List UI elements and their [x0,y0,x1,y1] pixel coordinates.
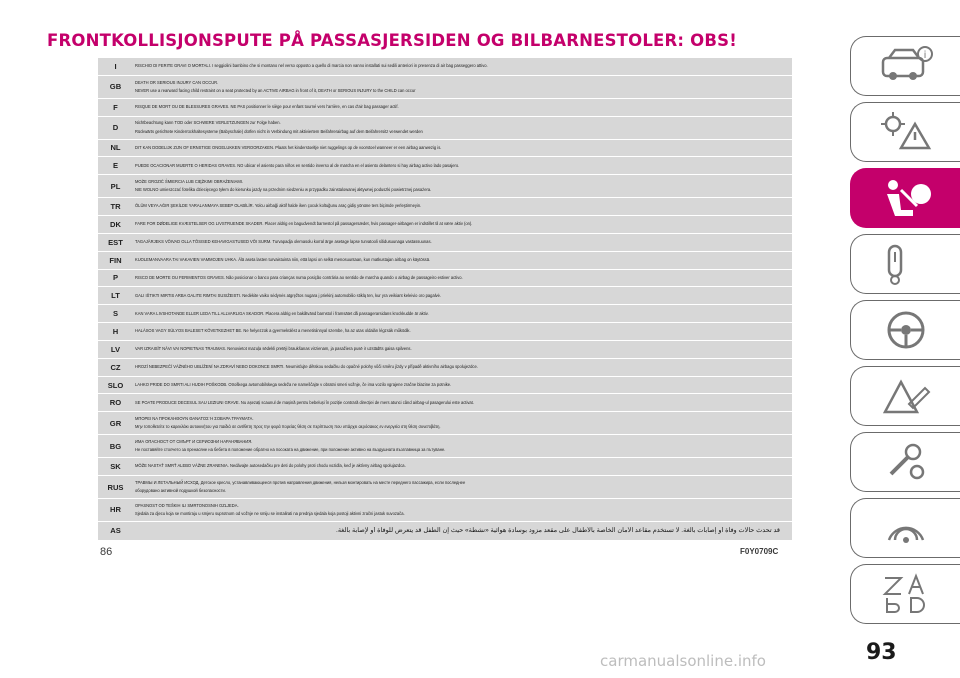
language-code: SLO [107,380,124,390]
warning-text [133,502,792,519]
tab-emergency[interactable] [850,366,960,426]
warning-line: MOŻE GROZIĆ ŚMIERCIA LUB CIĘŻKIMI OBRAŻENIAMI. [135,178,244,184]
language-code: LT [111,291,120,301]
language-code: NL [110,143,121,153]
warning-text [133,327,792,335]
language-code: HR [110,505,121,515]
table-row [98,117,792,140]
table-row [98,76,792,99]
table-row [98,476,792,499]
warning-text [133,415,792,432]
breakdown-icon [879,374,933,418]
language-code: H [112,327,119,337]
table-row [98,270,792,288]
tab-starting[interactable] [850,234,960,294]
table-row [98,198,792,216]
warning-text [133,79,792,96]
warning-line: HALÁSOS VAGY SÚLYOS BALESET KÖVETKEZHET BE. Ne helyezzük a gyermekülést a menetiránnyal szembe, ha az utas oldalán légzsák működik. [135,328,411,334]
warning-line: Rückwärts gerichtete Kinderrückhaltesysteme (Babyschale) dürfen nicht in Verbindung mit aktiviertem Beifahrerairbag auf dem Beifahrersitz verwendet werden [135,128,423,134]
table-row [98,234,792,252]
warning-line: OPASNOST OD TEŠKIH ILI SMRTONOSNIH OZLJEDA. [135,502,239,508]
warning-text [133,438,792,455]
table-row [98,323,792,341]
warning-line: FARE FOR DØDELIGE KVÆSTELSER OG LIVSTRUENDE SKADER. Placer aldrig en bagudvendt barnestol på passagersædet, hvis passager-airbagen er indstillet til at være aktiv (on). [135,221,473,227]
warning-line: LAHKO PRIDE DO SMRTI ALI HUDIH POŠKODB. Otroškega avtomobilskega sedeža ne nameščajte v obratni smeri vožnje, če ima vozilo vgrajene zračne blazine za potnike. [135,381,452,387]
warning-text [133,363,792,371]
tab-driving[interactable] [850,300,960,360]
warning-line: KAN VARA LIVSHOTANDE ELLER LEDA TILL ALLVARLIGA SKADOR. Placera aldrig en bakåtvänd barnstol i framsätet då passagerarsidans krockkudde är aktiv. [135,310,429,316]
table-row [98,287,792,305]
table-row [98,305,792,323]
language-code: EST [108,237,123,247]
language-code: I [114,61,117,71]
language-code: E [112,161,119,171]
table-row [98,99,792,117]
table-row [98,499,792,522]
table-row [98,252,792,270]
language-code: PL [110,181,121,191]
maintenance-icon [879,440,933,484]
warning-text [133,103,792,111]
warning-text [133,527,792,535]
warning-line: ТРАВМЫ И ЛЕТАЛЬНЫЙ ИСХОД. Детское кресло, устанавливающееся против направления движения, нельзя монтировать на месте переднего пассажира, если последнее [135,479,466,485]
tab-maintenance[interactable] [850,432,960,492]
warning-text [133,162,792,170]
table-row [98,359,792,377]
language-code: P [112,273,119,283]
warning-lights-icon [879,110,933,154]
warning-text [133,479,792,496]
warning-line: Nichtbeachtung kann TOD oder SCHWERE VERLETZUNGEN zur Folge haben. [135,120,281,126]
svg-text:i: i [923,50,926,61]
table-row [98,341,792,359]
warning-text [133,119,792,136]
warning-line: DIT KAN DODELIJK ZIJN OF ERNSTIGE ONGELUKKEN VEROORZAKEN. Plaats het kinderstoeltje niet ruggelings op de voorstoel wanneer er een airbag aanwezig is. [135,144,442,150]
warning-line: RISCO DE MORTE OU FERIMENTOS GRAVES. Não posicionar o banco para crianças numa posição contrária ao sentido de marcha quando o airbag de passageiro estiver activo. [135,274,463,280]
tab-safety[interactable] [850,168,960,228]
warning-text [133,345,792,353]
warning-line: RISQUE DE MORT OU DE BLESSURES GRAVES. NE PAS positionner le siège pour enfant tourné vers l'arrière, en cas d'air bag passager actif. [135,104,399,110]
table-row [98,394,792,412]
warning-line: HROZÍ NEBEZPEČÍ VÁŽNÉHO UBLÍŽENÍ NA ZDRAVÍ NEBO DOKONCE SMRTI. Neumisťujte dětskou sedačku do opačné polohy vůči směru jízdy v případě aktivního airbagu spolujezdce. [135,364,478,370]
language-code: GR [109,418,122,428]
table-row [98,58,792,76]
warning-line: Не поставяйте столчето за пренасяне на бебета в положение обратно на посоката на движение, при положение активно на въздушната възглавница за пътуване. [135,447,446,453]
language-code: GB [109,82,122,92]
warning-text [133,202,792,210]
language-code: CZ [110,362,121,372]
warning-line: SE POATE PRODUCE DECESUL SAU LEZIUNI GRAVE. Nu așezați scaunul de mașină pentru bebeluși în poziție contrară direcției de mers atunci când airbag-ul pasagerului este activat. [135,399,474,405]
table-row [98,157,792,175]
warning-text [133,178,792,195]
warning-text [133,220,792,228]
table-row [98,140,792,158]
chapter-page-number: 93 [866,640,897,665]
tab-car-info[interactable] [850,36,960,96]
tab-warning-lights[interactable] [850,102,960,162]
language-code: D [112,123,119,133]
language-code: S [112,309,119,319]
table-row [98,522,792,540]
warning-line: NEVER use a rearward facing child restraint on a seat protected by an ACTIVE AIRBAG in front of it, DEATH or SERIOUS INJURY to the CHILD can occur [135,87,416,93]
page-number: 86 [100,546,113,558]
tab-index[interactable] [850,564,960,624]
language-code: F [113,102,118,112]
warning-text [133,256,792,264]
multimedia-icon [879,506,933,550]
warning-table [98,58,792,540]
warning-text [133,274,792,282]
warning-text [133,399,792,407]
warning-line: Μην τοποθετείτε το καρεκλάκι αυτοκινήτου για παιδιά σε αντίθετη προς την φορά πορείας θέση σε περίπτωση που υπάρχει αερόσακος εν ενεργεία στη θέση συνεπιβάτη. [135,424,441,430]
warning-line: قد تحدث حالات وفاة أو إصابات بالغة. لا تستخدم مقاعد الأمان الخاصة بالأطفال على مقعد مزود بوسادة هوائية «نشطة» حيث إن الطفل قد يتعرض للوفاة أو لإصابة بالغة. [336,526,780,534]
warning-line: оборудовано активной подушкой безопасности. [135,488,226,493]
language-code: RO [109,398,122,408]
warning-line: ИМА ОПАСНОСТ ОТ СМЪРТ И СЕРИОЗНИ НАРАНЯВАНИЯ. [135,438,253,444]
warning-line: VAR IZRAISĪT NĀVI VAI NOPIETNAS TRAUMAS. Nenovietot mazuļa sēdekli pretēji braukšanas virzienam, ja pasažiera pusē ir uzstādīts gaisa spilvens. [135,346,412,352]
watermark: carmanualsonline.info [600,652,766,670]
warning-line: GALI IŠTIKTI MIRTIS ARBA GALITE RIMTAI SUSIŽEISTI. Nedėkite vaiko sėdynės atgręžtos nugara į priekinį automobilio stiklą ten, kur yra veikiant keleivio oro pagalvė. [135,292,442,298]
language-code: AS [110,526,121,536]
language-code: TR [110,202,121,212]
warning-line: PUEDE OCACIONAR MUERTE O HERIDAS GRAVES. NO ubicar el asiento para niños en sentido inverso al de marcha en el asiento delantero si hay airbag activo lado pasajero. [135,162,460,168]
warning-text [133,310,792,318]
table-row [98,412,792,435]
warning-text [133,238,792,246]
warning-line: KUOLEMANVAARA TAI VAKAVIEN VAMMOJEN UHKA. Älä aseta lasten turvaistuinta niin, että lapsi on selkä menosuuntaan, kun matkustajan airbag on käytössä. [135,256,431,262]
warning-line: DEATH OR SERIOUS INJURY CAN OCCUR. [135,79,219,85]
warning-line: RISCHIO DI FERITE GRAVI O MORTALI. I seggiolini bambino che si montano nel verso opposto a quello di marcia non vanno installati sui sedili anteriori in presenza di air bag passeggero attivo. [135,63,488,69]
language-code: DK [110,219,121,229]
warning-line: ΜΠΟΡΕΙ ΝΑ ΠΡΟΚΛΗΘΟΥΝ ΘΑΝΑΤΟΣ Ή ΣΟΒΑΡΑ ΤΡΑΥΜΑΤΑ. [135,415,254,421]
table-row [98,216,792,234]
car-info-icon [879,44,933,88]
language-code: RUS [107,482,124,492]
steering-wheel-icon [879,308,933,352]
alphabetical-index-icon [879,572,933,616]
warning-line: NIE WOLNO umieszczać fotelika dziecięcego tyłem do kierunku jazdy na przednim siedzeniu w przypadku zainstalowanej aktywnej poduszki powietrznej pasażera. [135,187,432,193]
reference-code: F0Y0709C [740,547,779,556]
table-row [98,377,792,395]
language-code: LV [110,344,121,354]
key-start-icon [879,242,933,286]
language-code: FIN [109,255,122,265]
table-row [98,458,792,476]
warning-text [133,62,792,70]
warning-text [133,292,792,300]
warning-text [133,381,792,389]
warning-text [133,144,792,152]
warning-line: Sjedala za djecu koja se montiraju u smjeru suprotnom od vožnje ne smiju se instalirati na prednja sjedala koja postoji aktivni zračni jastuk suvozača. [135,510,405,516]
warning-line: MÔŽE NASTAŤ SMRŤ ALEBO VÁŽNE ZRANENIA. Nedávajte autosedačku pre deti do polohy proti chodu vozidla, keď je aktívny airbag spolujazdca. [135,463,406,469]
table-row [98,175,792,198]
language-code: SK [110,462,121,472]
warning-text [133,462,792,470]
table-row [98,435,792,458]
warning-line: ÖLÜM VEYA AĞIR ŞEKİLDE YARALANMAYA SEBEP OLABİLİR. Yolcu airbaği aktif halde iken çocuk koltuğunu araç gidiş yönüne ters biçimde yerleştirmeyin. [135,203,422,209]
tab-multimedia[interactable] [850,498,960,558]
chapter-nav [850,36,960,638]
seat-airbag-icon [879,176,933,220]
page-title: FRONTKOLLISJONSPUTE PÅ PASSASJERSIDEN OG BILBARNESTOLER: OBS! [47,31,737,50]
language-code: BG [109,441,122,451]
warning-line: TAGAJÄRJEKS VÕIVAD OLLA TÕSISED KEHAVIGASTUSED VÕI SURM. Turvapadja olemasolu korral ärge asetage lapse turvatooli sõidusuunaga vastassuunas. [135,239,432,245]
